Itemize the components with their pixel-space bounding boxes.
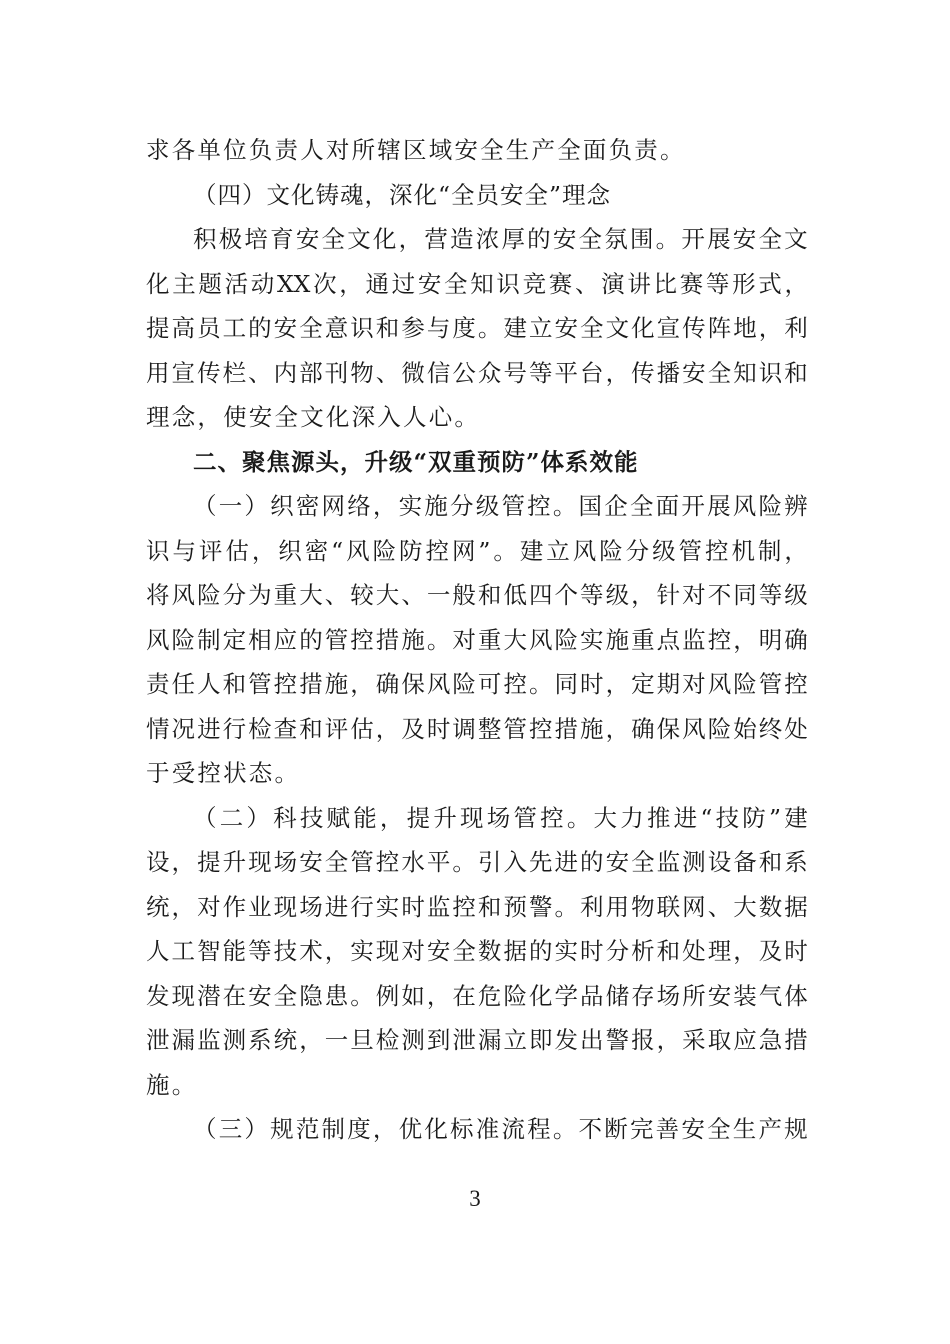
paragraph-line: （ 一 ） 织 密 网 络 ， 实 施 分 级 管 控 。 国 企 全 面 开 展 风 险 辨 [193, 492, 808, 520]
paragraph-line: 风 险 制 定 相 应 的 管 控 措 施 。 对 重 大 风 险 实 施 重 点 监 控 ， 明 确 [146, 625, 808, 654]
paragraph-line: 发 现 潜 在 安 全 隐 患 。 例 如 ， 在 危 险 化 学 品 储 存 场 所 安 装 气 体 [146, 981, 808, 1010]
paragraph-line: （ 二 ） 科 技 赋 能 ， 提 升 现 场 管 控 。 大 力 推 进 “ 技 防 ” 建 [193, 803, 808, 832]
paragraph-line: 统 ， 对 作 业 现 场 进 行 实 时 监 控 和 预 警 。 利 用 物 联 网 、 大 数 据 [146, 892, 808, 921]
paragraph-line: 责 任 人 和 管 控 措 施 ， 确 保 风 险 可 控 。 同 时 ， 定 期 对 风 险 管 控 [146, 670, 808, 698]
paragraph-line: 积 极 培 育 安 全 文 化 ， 营 造 浓 厚 的 安 全 氛 围 。 开 展 安 全 文 [193, 225, 808, 253]
paragraph-line: 用 宣 传 栏 、 内 部 刊 物 、 微 信 公 众 号 等 平 台 ， 传 播 安 全 知 识 和 [146, 358, 808, 387]
paragraph-line: 于受控状态。 [146, 759, 301, 787]
paragraph-line: 情 况 进 行 检 查 和 评 估 ， 及 时 调 整 管 控 措 施 ， 确 保 风 险 始 终 处 [146, 714, 808, 743]
page-number: 3 [469, 1186, 481, 1211]
paragraph-line: 施。 [146, 1070, 198, 1099]
paragraph-line: 提 高 员 工 的 安 全 意 识 和 参 与 度 。 建 立 安 全 文 化 宣 传 阵 地 ， 利 [146, 314, 808, 342]
paragraph-line: 泄 漏 监 测 系 统 ， 一 旦 检 测 到 泄 漏 立 即 发 出 警 报 ， 采 取 应 急 措 [146, 1026, 808, 1054]
paragraph-line: 将 风 险 分 为 重 大 、 较 大 、 一 般 和 低 四 个 等 级 ， 针 对 不 同 等 级 [146, 581, 808, 609]
paragraph-line: 求各单位负责人对所辖区域安全生产全面负责。 [146, 136, 686, 164]
section-heading-line: 二、聚焦源头，升级“双重预防”体系效能 [193, 447, 639, 476]
paragraph-line: 识 与 评 估 ， 织 密 “ 风 险 防 控 网 ” 。 建 立 风 险 分 级 管 控 机 制 ， [146, 536, 808, 565]
paragraph-line: 理念，使安全文化深入人心。 [146, 403, 481, 431]
paragraph-line: （ 三 ） 规 范 制 度 ， 优 化 标 准 流 程 。 不 断 完 善 安 全 生 产 规 [193, 1115, 808, 1143]
document-body [146, 128, 808, 1152]
paragraph-line: 化 主 题 活 动 XX 次 ， 通 过 安 全 知 识 竞 赛 、 演 讲 比 赛 等 形 式 ， [146, 269, 808, 298]
paragraph-line: 人 工 智 能 等 技 术 ， 实 现 对 安 全 数 据 的 实 时 分 析 和 处 理 ， 及 时 [146, 937, 808, 965]
paragraph-line: 设 ， 提 升 现 场 安 全 管 控 水 平 。 引 入 先 进 的 安 全 监 测 设 备 和 系 [146, 848, 808, 876]
section-heading-line: （四）文化铸魂，深化“全员安全”理念 [193, 180, 612, 209]
